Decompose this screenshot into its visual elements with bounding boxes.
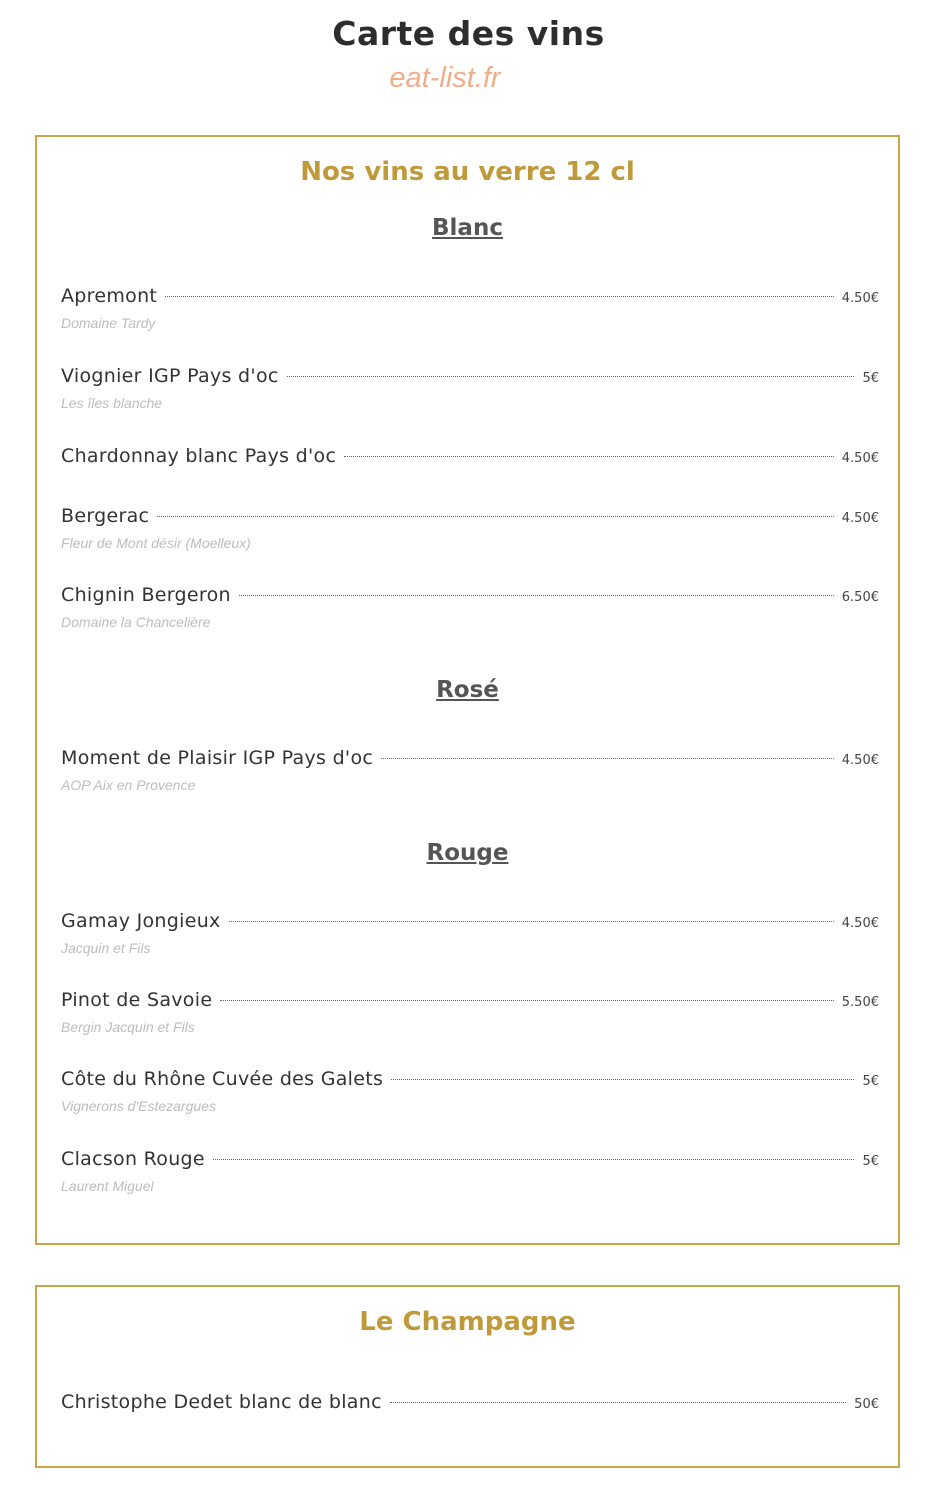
wine-item	[61, 365, 879, 411]
dot-leader	[390, 1401, 846, 1403]
dot-leader	[213, 1158, 855, 1160]
wine-item	[61, 1068, 879, 1114]
wine-name: Bergerac	[61, 505, 150, 527]
wine-price: 4.50€	[841, 511, 879, 526]
glass-wines-title: Nos vins au verre 12 cl	[300, 157, 635, 187]
wine-item	[61, 910, 879, 956]
wine-item	[61, 505, 879, 551]
wine-price: 5€	[862, 1074, 879, 1089]
wine-producer: Jacquin et Fils	[61, 940, 151, 956]
wine-item	[61, 1391, 879, 1413]
wine-producer: Domaine la Chancelière	[61, 614, 211, 630]
dot-leader	[157, 515, 834, 517]
wine-price: 6.50€	[841, 590, 879, 605]
wine-producer: Fleur de Mont désir (Moelleux)	[61, 535, 251, 551]
wine-producer: Bergin Jacquin et Fils	[61, 1019, 195, 1035]
wine-price: 5€	[862, 1154, 879, 1169]
wine-price: 4.50€	[841, 753, 879, 768]
dot-leader	[229, 920, 834, 922]
wine-price: 50€	[854, 1397, 879, 1412]
wine-producer: Domaine Tardy	[61, 315, 156, 331]
site-name: eat-list.fr	[389, 62, 501, 94]
wine-name: Côte du Rhône Cuvée des Galets	[61, 1068, 384, 1090]
wine-producer: AOP Aix en Provence	[61, 777, 196, 793]
champagne-title: Le Champagne	[359, 1307, 576, 1337]
wine-name: Moment de Plaisir IGP Pays d'oc	[61, 747, 374, 769]
wine-item	[61, 285, 879, 331]
wine-price: 4.50€	[841, 451, 879, 466]
wine-item	[61, 989, 879, 1035]
wine-price: 4.50€	[841, 291, 879, 306]
wine-name: Apremont	[61, 285, 158, 307]
wine-producer: Laurent Miguel	[61, 1178, 154, 1194]
dot-leader	[220, 999, 833, 1001]
section-title-rouge: Rouge	[426, 840, 509, 866]
dot-leader	[391, 1078, 854, 1080]
glass-wines-card	[35, 135, 900, 1245]
page-title: Carte des vins	[332, 14, 605, 53]
wine-price: 5.50€	[841, 995, 879, 1010]
wine-item	[61, 1148, 879, 1194]
section-title-blanc: Blanc	[432, 215, 503, 241]
wine-item	[61, 747, 879, 793]
wine-price: 5€	[862, 371, 879, 386]
champagne-card	[35, 1285, 900, 1468]
wine-producer: Vignerons d'Estezargues	[61, 1098, 216, 1114]
dot-leader	[239, 594, 834, 596]
wine-name: Pinot de Savoie	[61, 989, 213, 1011]
wine-producer: Les îles blanche	[61, 395, 163, 411]
wine-price: 4.50€	[841, 916, 879, 931]
wine-name: Viognier IGP Pays d'oc	[61, 365, 279, 387]
dot-leader	[165, 295, 834, 297]
dot-leader	[381, 757, 834, 759]
wine-name: Gamay Jongieux	[61, 910, 221, 932]
dot-leader	[344, 455, 834, 457]
section-title-rose: Rosé	[436, 677, 499, 703]
wine-name: Chardonnay blanc Pays d'oc	[61, 445, 337, 467]
wine-name: Christophe Dedet blanc de blanc	[61, 1391, 382, 1413]
dot-leader	[287, 375, 855, 377]
wine-name: Clacson Rouge	[61, 1148, 205, 1170]
wine-item	[61, 445, 879, 467]
wine-item	[61, 584, 879, 630]
wine-name: Chignin Bergeron	[61, 584, 231, 606]
